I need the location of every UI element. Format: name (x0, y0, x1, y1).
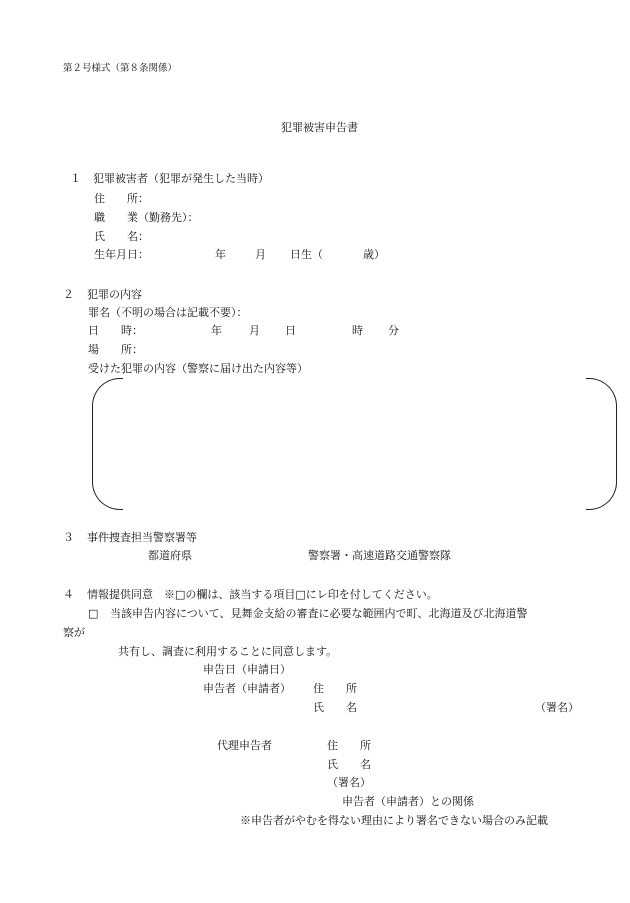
content-bracket-right (586, 378, 617, 510)
relationship-label: 申告者（申請者）との関係 (342, 795, 474, 808)
section4-number: ４ (63, 588, 74, 601)
form-number-label: 第２号様式（第８条関係） (63, 63, 178, 74)
crime-datetime-hour: 時 (352, 324, 363, 337)
victim-name-label: 氏 名： (94, 230, 149, 243)
consent-text-wrap: 察が (63, 626, 85, 639)
victim-occupation-label: 職 業（勤務先）： (94, 211, 199, 224)
crime-datetime-year: 年 (211, 324, 222, 337)
prefecture-suffix: 都道府県 (148, 549, 192, 562)
crime-place-label: 場 所： (88, 343, 143, 356)
page-title: 犯罪被害申告書 (281, 121, 358, 134)
applicant-address-label: 住 所 (313, 682, 357, 695)
victim-dob-year: 年 (215, 248, 226, 261)
section3-number: ３ (63, 531, 74, 544)
crime-datetime-label: 日 時： (88, 324, 143, 337)
crime-datetime-month: 月 (249, 324, 260, 337)
consent-checkbox[interactable]: □ (88, 607, 99, 620)
victim-address-label: 住 所： (94, 192, 149, 205)
content-bracket-left (92, 378, 123, 510)
crime-datetime-minute: 分 (388, 324, 399, 337)
crime-name-label: 罪名（不明の場合は記載不要）： (88, 306, 248, 319)
section1-heading: 犯罪被害者（犯罪が発生した当時） (93, 172, 269, 185)
section2-heading: 犯罪の内容 (87, 288, 142, 301)
section1-number: １ (70, 172, 81, 185)
crime-content-label: 受けた犯罪の内容（警察に届け出た内容等） (88, 362, 308, 375)
victim-dob-label: 生年月日： (94, 248, 149, 261)
applicant-name-label: 氏 名 (313, 701, 357, 714)
application-date-label: 申告日（申請日） (203, 663, 291, 676)
victim-dob-month: 月 (255, 248, 266, 261)
signature-note: ※申告者がやむを得ない理由により署名できない場合のみ記載 (240, 814, 548, 827)
applicant-label: 申告者（申請者） (203, 682, 291, 695)
consent-text-line2: 共有し、調査に利用することに同意します。 (118, 645, 338, 658)
proxy-address-label: 住 所 (327, 739, 371, 752)
proxy-applicant-label: 代理申告者 (217, 739, 272, 752)
consent-text-line1: 当該申告内容について、見舞金支給の審査に必要な範囲内で町、北海道及び北海道警 (110, 607, 528, 620)
police-station-suffix: 警察署・高速道路交通警察隊 (308, 549, 451, 562)
victim-age: 歳） (363, 248, 385, 261)
proxy-name-label: 氏 名 (327, 758, 371, 771)
section4-heading: 情報提供同意 ※□の欄は、該当する項目□にレ印を付してください。 (87, 588, 438, 601)
section2-number: ２ (63, 288, 74, 301)
victim-dob-day: 日生（ (290, 248, 323, 261)
applicant-signature-label: （署名） (535, 701, 579, 714)
crime-datetime-day: 日 (285, 324, 296, 337)
section3-heading: 事件捜査担当警察署等 (87, 531, 197, 544)
proxy-signature-label: （署名） (327, 776, 371, 789)
